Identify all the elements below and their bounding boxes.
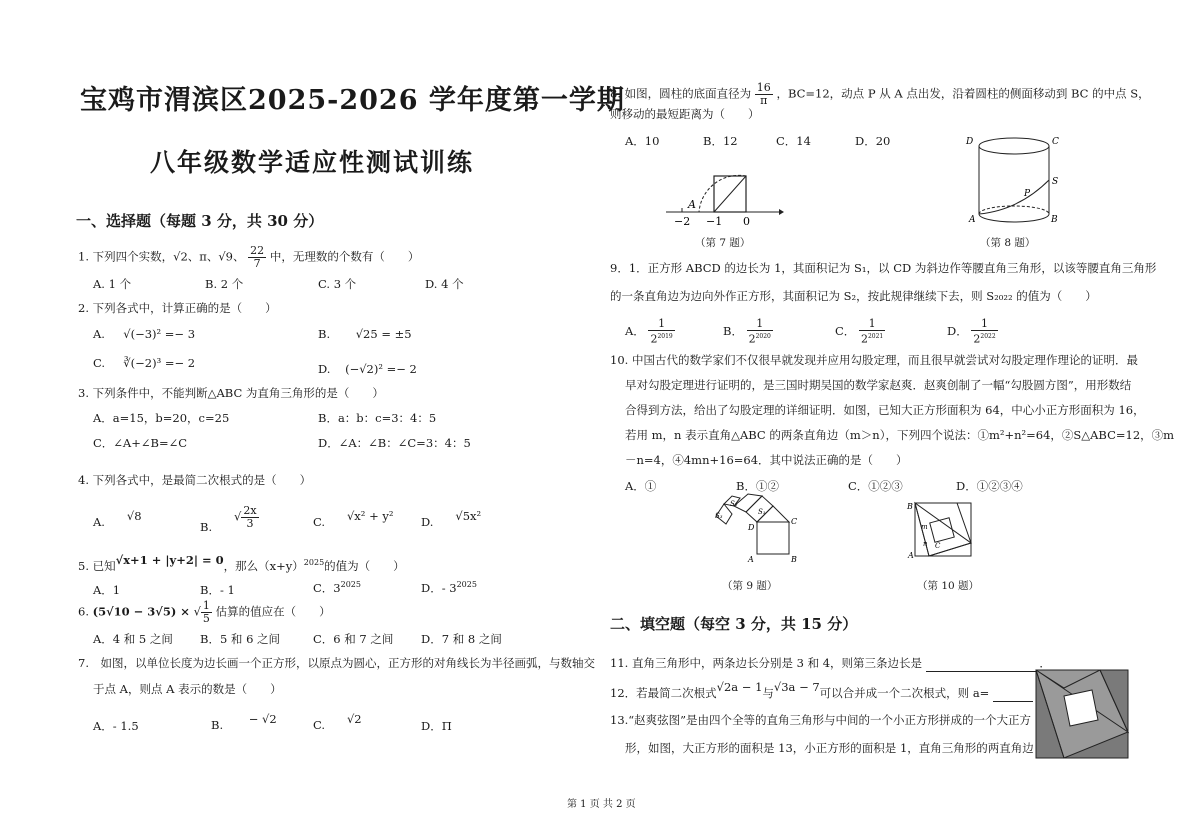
question-2: 2. 下列各式中，计算正确的是（ ） bbox=[78, 301, 277, 315]
q4-option-d: D. √5x² bbox=[421, 509, 482, 529]
q9-option-c: C． $\frac{1}{2^{2021}}$ bbox=[835, 317, 884, 346]
question-11: 11. 直角三角形中，两条边长分别是 3 和 4，则第三条边长是 ． bbox=[610, 656, 1051, 670]
q4-option-a: A. √8 bbox=[93, 509, 142, 529]
question-6: 6. (5√10 − 3√5) × √ $\frac{1}{5}$ 估算的值应在（ ） bbox=[78, 599, 331, 625]
svg-text:S₃: S₃ bbox=[715, 512, 723, 520]
question-3: 3. 下列条件中，不能判断△ABC 为直角三角形的是（ ） bbox=[78, 386, 384, 400]
figure-9-squares bbox=[702, 492, 812, 564]
q10-option-a: A．① bbox=[625, 479, 657, 493]
svg-text:C: C bbox=[791, 517, 798, 526]
question-7-line-1: 7. 如图，以单位长度为边长画一个正方形，以原点为圆心，正方形的对角线长为半径画弧，与数轴交 bbox=[78, 656, 595, 670]
q1-prefix: 1. 下列四个实数， bbox=[78, 249, 174, 264]
q1-mid2: 、 bbox=[233, 249, 245, 264]
svg-text:C: C bbox=[935, 542, 941, 550]
q1-suffix: 中，无理数的个数有（ ） bbox=[269, 249, 420, 264]
svg-text:B: B bbox=[1051, 215, 1058, 225]
q5-option-c: C．$3^{2025}$ bbox=[313, 580, 361, 595]
svg-text:A: A bbox=[748, 555, 754, 564]
figure-8-cylinder bbox=[964, 130, 1064, 230]
q1-option-d: D. 4 个 bbox=[425, 277, 464, 291]
exam-title: 宝鸡市渭滨区2025-2026 学年度第一学期 bbox=[80, 85, 625, 116]
figure-9-caption: （第 9 题） bbox=[722, 580, 778, 592]
q8-option-d: D．20 bbox=[855, 134, 891, 148]
q4-option-c: C. √x² + y² bbox=[313, 509, 394, 529]
svg-text:P: P bbox=[1024, 189, 1031, 199]
figure-7-caption: （第 7 题） bbox=[695, 237, 751, 249]
question-4: 4. 下列各式中，是最简二次根式的是（ ） bbox=[78, 473, 312, 487]
svg-text:n: n bbox=[923, 540, 928, 548]
q2-option-d: D. (−√2)² =− 2 bbox=[318, 362, 417, 376]
q12-answer-blank[interactable] bbox=[993, 685, 1033, 702]
svg-text:A: A bbox=[969, 215, 976, 225]
figure-7-number-line bbox=[664, 160, 784, 230]
question-10-line-2: 早对勾股定理进行证明的，是三国时期吴国的数学家赵爽．赵爽创制了一幅“勾股圆方图”，用形数结 bbox=[625, 378, 1132, 392]
question-1 bbox=[78, 245, 419, 270]
q6-option-c: C．6 和 7 之间 bbox=[313, 632, 394, 646]
section-2-heading: 二、填空题（每空 3 分，共 15 分） bbox=[610, 615, 858, 633]
svg-text:B: B bbox=[791, 555, 797, 564]
question-9-line-1: 9．1．正方形 ABCD 的边长为 1，其面积记为 S₁，以 CD 为斜边作等腰直角三角形，以该等腰直角三角形 bbox=[610, 261, 1157, 275]
question-9-line-2: 的一条直角边为边向外作正方形，其面积记为 S₂，按此规律继续下去，则 S₂₀₂₂ 的值为（ ） bbox=[610, 289, 1097, 303]
q6-option-a: A．4 和 5 之间 bbox=[93, 632, 173, 646]
question-10-line-3: 合得到方法，给出了勾股定理的详细证明．如图，已知大正方形面积为 64，中心小正方形面积为 16， bbox=[625, 403, 1145, 417]
figure-8-caption: （第 8 题） bbox=[980, 237, 1036, 249]
question-10-line-4: 若用 m，n 表示直角△ABC 的两条直角边（m＞n），下列四个说法：①m²+n²=64，②S△ABC=12，③m bbox=[625, 428, 1175, 442]
q2-option-c: C. ∛(−2)³ =− 2 bbox=[93, 356, 196, 370]
svg-text:A: A bbox=[908, 551, 914, 560]
q4-option-b: B. √ $\frac{2x}{3}$ bbox=[200, 504, 257, 534]
q6-option-d: D．7 和 8 之间 bbox=[421, 632, 502, 646]
svg-text:D: D bbox=[748, 523, 755, 532]
svg-text:S₁: S₁ bbox=[758, 508, 766, 516]
q10-option-b: B．①② bbox=[736, 479, 779, 493]
question-13-line-1: 13.“赵爽弦图”是由四个全等的直角三角形与中间的一个小正方形拼成的一个大正方 bbox=[610, 713, 1032, 727]
q10-option-c: C．①②③ bbox=[848, 479, 903, 493]
question-5: 5. 已知√x+1 + |y+2| = 0，那么$(x+y)^{2025}$的值为（ ） bbox=[78, 552, 405, 573]
q9-option-a: A． $\frac{1}{2^{2019}}$ bbox=[625, 317, 673, 346]
question-12: 12．若最简二次根式√2a − 1与√3a − 7可以合并成一个二次根式，则 a= bbox=[610, 685, 1048, 702]
svg-text:m: m bbox=[921, 523, 928, 531]
q5-option-b: B．- 1 bbox=[200, 583, 235, 597]
q1-root-9: √9 bbox=[218, 249, 234, 264]
q11-answer-blank[interactable] bbox=[926, 655, 1036, 672]
q2-option-b: B. √25 = ±5 bbox=[318, 327, 412, 341]
q10-option-d: D．①②③④ bbox=[956, 479, 1023, 493]
figure-10-caption: （第 10 题） bbox=[917, 580, 980, 592]
q8-option-b: B．12 bbox=[703, 134, 738, 148]
q9-option-b: B． $\frac{1}{2^{2020}}$ bbox=[723, 317, 771, 346]
question-7-line-2: 于点 A，则点 A 表示的数是（ ） bbox=[93, 682, 282, 696]
question-8-line-2: 则移动的最短距离为（ ） bbox=[610, 107, 760, 121]
q3-option-c: C．∠A+∠B=∠C bbox=[93, 436, 188, 450]
fig7-tick-minus2: −2 bbox=[674, 215, 691, 228]
q1-root-2: √2 bbox=[173, 249, 188, 264]
right-column bbox=[600, 0, 1200, 830]
q3-option-a: A．a=15，b=20，c=25 bbox=[93, 411, 230, 425]
question-13-line-2: 形，如图，大正方形的面积是 13，小正方形的面积是 1，直角三角形的两直角边 bbox=[625, 741, 1034, 755]
exam-subtitle: 八年级数学适应性测试训练 bbox=[150, 148, 475, 177]
svg-text:B: B bbox=[907, 502, 913, 511]
q1-mid1: 、π、 bbox=[187, 249, 219, 264]
q7-option-b: B. − √2 bbox=[211, 712, 277, 732]
question-10-line-1: 10. 中国古代的数学家们不仅很早就发现并应用勾股定理，而且很早就尝试对勾股定理作理论的证明．最 bbox=[610, 353, 1138, 367]
q9-option-d: D． $\frac{1}{2^{2022}}$ bbox=[947, 317, 996, 346]
svg-text:S₂: S₂ bbox=[730, 500, 738, 508]
q5-option-d: D．- $3^{2025}$ bbox=[421, 580, 477, 595]
q8-option-a: A．10 bbox=[625, 134, 660, 148]
question-10-line-5: －n=4，④4mn+16=64．其中说法正确的是（ ） bbox=[625, 453, 908, 467]
q1-option-c: C. 3 个 bbox=[318, 277, 357, 291]
q6-option-b: B．5 和 6 之间 bbox=[200, 632, 281, 646]
q7-option-d: D．Π bbox=[421, 719, 452, 733]
q7-option-c: C. √2 bbox=[313, 712, 362, 732]
q7-option-a: A．- 1.5 bbox=[93, 719, 139, 733]
fig7-label-a: A bbox=[688, 198, 696, 211]
question-8: 8. 如图，圆柱的底面直径为 $\frac{16}{\pi}$ ，BC=12，动点 P 从 A 点出发，沿着圆柱的侧面移动到 BC 的中点 S， bbox=[610, 81, 1150, 107]
q1-option-a: A. 1 个 bbox=[93, 277, 132, 291]
q8-option-c: C．14 bbox=[776, 134, 811, 148]
figure-10-zhao-shuang-diagram bbox=[905, 498, 975, 560]
q1-option-b: B. 2 个 bbox=[205, 277, 244, 291]
svg-text:D: D bbox=[966, 137, 974, 147]
q5-option-a: A．1 bbox=[93, 583, 121, 597]
svg-text:C: C bbox=[1052, 137, 1059, 147]
q2-option-a: A. √(−3)² =− 3 bbox=[93, 327, 196, 341]
q1-fraction: $\frac{22}{7}$ bbox=[250, 244, 265, 270]
q3-option-b: B．a：b：c=3：4：5 bbox=[318, 411, 437, 425]
page-footer: 第 1 页 共 2 页 bbox=[567, 799, 636, 810]
section-1-heading: 一、选择题（每题 3 分，共 30 分） bbox=[76, 212, 324, 230]
q3-option-d: D．∠A：∠B：∠C=3：4：5 bbox=[318, 436, 471, 450]
fig7-tick-minus1: −1 bbox=[706, 215, 723, 228]
svg-text:S: S bbox=[1052, 177, 1059, 187]
figure-13-zhao-shuang-diagram bbox=[1034, 668, 1130, 760]
fig7-tick-0: 0 bbox=[743, 215, 750, 228]
